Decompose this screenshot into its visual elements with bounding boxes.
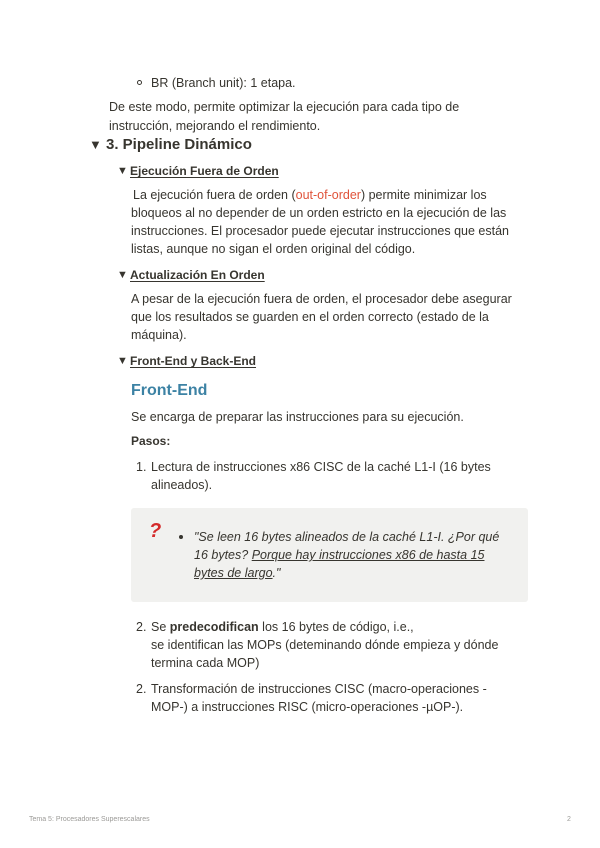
inorder-toggle[interactable] — [117, 266, 128, 284]
step-2-number: 2. — [136, 620, 147, 634]
ooo-toggle[interactable] — [117, 162, 128, 180]
frontback-toggle[interactable] — [117, 352, 128, 370]
ooo-line-4: listas, aunque no sigan el orden original del código. — [131, 242, 416, 256]
intro-paragraph-line-2: instrucción, mejorando el rendimiento. — [109, 119, 321, 133]
section-title: 3. Pipeline Dinámico — [106, 136, 252, 153]
ooo-title: Ejecución Fuera de Orden — [130, 164, 279, 178]
step-1-line-1: Lectura de instrucciones x86 CISC de la caché L1-I (16 bytes — [151, 460, 491, 474]
section-toggle[interactable] — [89, 136, 102, 154]
step-3-line-1: Transformación de instrucciones CISC (macro-operaciones - — [151, 682, 487, 696]
frontback-title: Front-End y Back-End — [130, 354, 257, 368]
callout-line-2 — [194, 546, 484, 564]
triangle-down-icon: ▼ — [117, 355, 128, 367]
step-1-line-2: alineados). — [151, 478, 213, 492]
ooo-line-3: instrucciones. El procesador puede ejecutar instrucciones que están — [131, 224, 509, 238]
inorder-title: Actualización En Orden — [130, 268, 265, 282]
step-2-b: los 16 bytes de código, i.e., — [258, 620, 414, 634]
ooo-highlight: out-of-order — [295, 188, 361, 202]
step-2-a: Se — [151, 620, 170, 634]
intro-paragraph-line-1: De este modo, permite optimizar la ejecución para cada tipo de — [109, 100, 460, 114]
callout-underlined-2: bytes de largo — [194, 566, 273, 580]
footer-title: Tema 5: Procesadores Superescalares — [29, 816, 150, 823]
question-mark-icon: ? — [149, 520, 162, 542]
inorder-line-3: máquina). — [131, 328, 187, 342]
step-2-line-2: se identifican las MOPs (deteminando dónde empieza y dónde — [151, 638, 499, 652]
step-2-line-3: termina cada MOP) — [151, 656, 260, 670]
bullet-dot-icon — [179, 535, 183, 539]
triangle-down-icon: ▼ — [117, 165, 128, 177]
triangle-down-icon: ▼ — [117, 269, 128, 281]
step-2-bold: predecodifican — [169, 620, 259, 634]
step-2-line-1 — [151, 618, 414, 636]
triangle-down-icon: ▼ — [89, 137, 102, 152]
callout-line-1: "Se leen 16 bytes alineados de la caché L1-I. ¿Por qué — [194, 530, 500, 544]
ooo-line-1-a: La ejecución fuera de orden ( — [133, 188, 296, 202]
front-end-heading: Front-End — [131, 382, 208, 399]
callout-line-3 — [194, 564, 280, 582]
footer-page-number: 2 — [567, 816, 571, 823]
ooo-line-1-b: ) permite minimizar los — [360, 188, 487, 202]
steps-label: Pasos: — [131, 434, 171, 448]
callout-line-3-b: ." — [272, 566, 281, 580]
step-3-number: 2. — [136, 682, 147, 696]
front-end-description: Se encarga de preparar las instrucciones para su ejecución. — [131, 410, 464, 424]
inorder-line-1: A pesar de la ejecución fuera de orden, el procesador debe asegurar — [131, 292, 512, 306]
br-item: BR (Branch unit): 1 etapa. — [151, 76, 296, 90]
callout-underlined-1: Porque hay instrucciones x86 de hasta 15 — [251, 548, 485, 562]
hollow-bullet-icon — [137, 80, 142, 85]
callout-line-2-a: 16 bytes? — [194, 548, 252, 562]
ooo-line-2: bloqueos al no depender de un orden estricto en la ejecución de las — [131, 206, 507, 220]
step-3-line-2: MOP-) a instrucciones RISC (micro-operaciones -µOP-). — [151, 700, 464, 714]
ooo-line-1 — [133, 186, 487, 204]
step-1-number: 1. — [136, 460, 147, 474]
inorder-line-2: que los resultados se guarden en el orden correcto (estado de la — [131, 310, 489, 324]
